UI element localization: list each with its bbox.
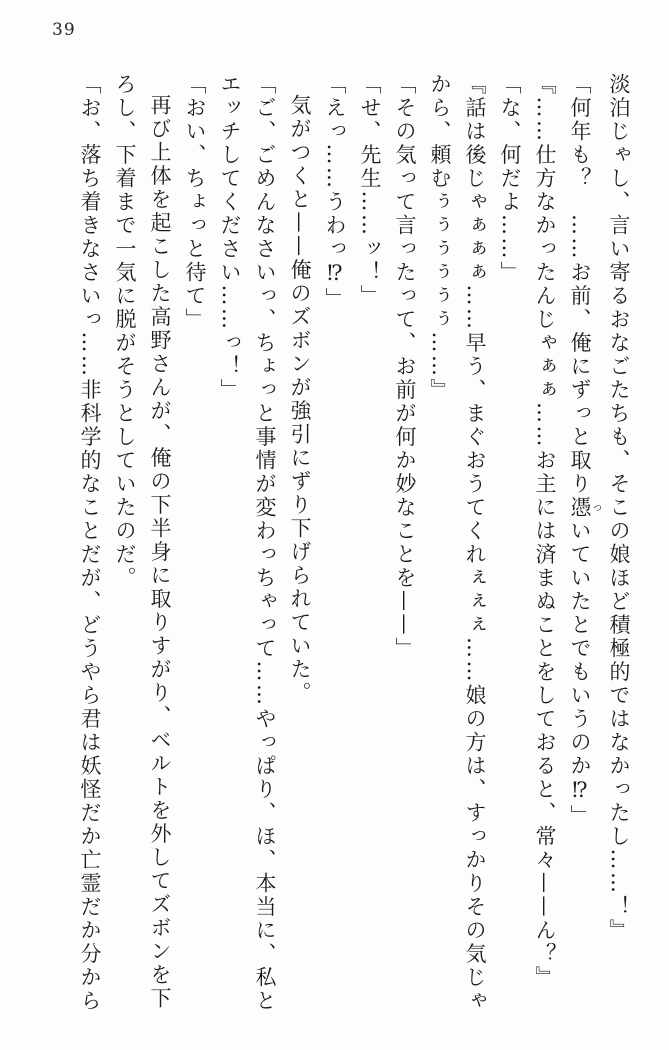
page-text-vertical (72, 73, 636, 1017)
paragraph: 『……仕方なかったんじゃぁぁ……お主には済まぬことをしておると、常々——ん？』 (533, 73, 557, 990)
paragraph: 「な、何だよ……」 (498, 73, 522, 285)
paragraph: 「お、落ち着きなさいっ……非科学的なことだが、どうやら君は妖怪だか亡霊だか分から (78, 73, 102, 1013)
paragraph: 「その気って言ったって、お前が何か妙なことを——」 (393, 73, 417, 661)
ruby-annotation: 憑 つ (568, 496, 601, 520)
paragraph: 再び上体を起こした高野さんが、俺の下半身に取りすがり、ベルトを外してズボンを下ろし、下着まで一気に脱がそうとしていたのだ。 (113, 73, 172, 1011)
paragraph: 「ご、ごめんなさいっ、ちょっと事情が変わっちゃって……やっぱり、ほ、本当に、私とエッチしてください……っ！」 (218, 73, 277, 1013)
paragraph: 「せ、先生……ッ！」 (358, 73, 382, 308)
paragraph: 「えっ……うわっ⁉」 (323, 73, 347, 311)
paragraph: 淡泊じゃし、言い寄るおなごたちも、そこの娘ほど積極的ではなかったし……！』 (607, 73, 631, 943)
paragraph: 『話は後じゃぁぁぁ……早う、まぐおうてくれぇぇぇ……娘の方は、すっかりその気じゃから、頼むぅぅぅぅぅぅ……』 (428, 73, 487, 1013)
paragraph: 「おい、ちょっと待て」 (183, 73, 207, 332)
paragraph: 気がつくと——俺のズボンが強引にずり下げられていた。 (288, 94, 312, 705)
page-number: 39 (52, 20, 76, 40)
paragraph: 「何年も？ ……お前、俺にずっと取り憑 ついていたとでもいうのか⁉」 (568, 73, 601, 828)
